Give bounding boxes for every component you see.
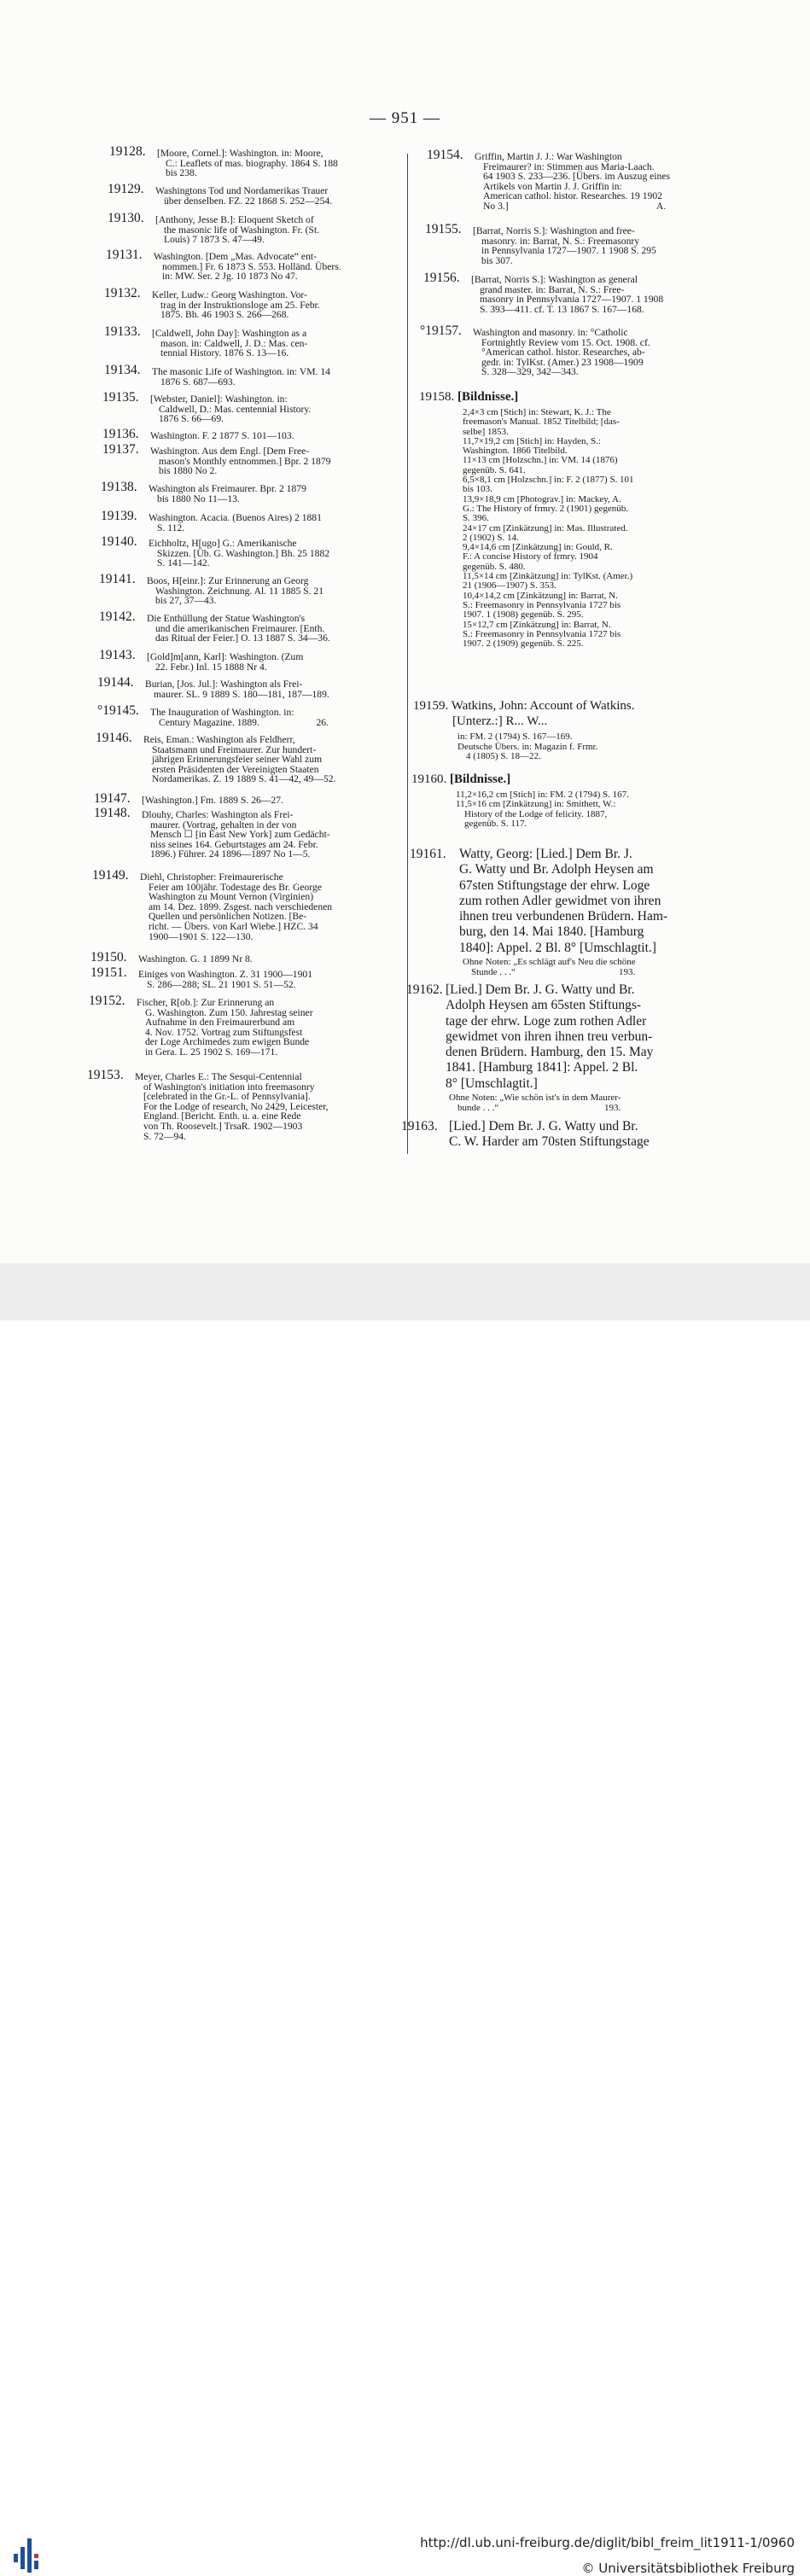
entry-line: Diehl, Christopher: Freimaurerische bbox=[140, 871, 283, 883]
entry-line: For the Lodge of research, No 2429, Leicester, bbox=[143, 1100, 329, 1112]
note-line: Ohne Noten: „Es schlägt auf's Neu die schöne bbox=[463, 957, 636, 968]
entry-line: Aufnahme in den Freimaurerbund am bbox=[145, 1017, 295, 1029]
portrait-line: 2,4×3 cm [Stich] in: Stewart, K. J.: The bbox=[463, 407, 611, 417]
entry-line: [Barrat, Norris S.]: Washington and free- bbox=[473, 225, 635, 236]
portrait-line: F.: A concise History of frmry. 1904 bbox=[463, 551, 598, 562]
entry-line: [Moore, Cornel.]: Washington. in: Moore, bbox=[157, 148, 323, 159]
portrait-line: 1907. 1 (1908) gegenüb. S. 295. bbox=[463, 609, 584, 621]
entry-line: Fischer, R[ob.]: Zur Erinnerung an bbox=[137, 997, 275, 1008]
entry-number: 19154. bbox=[427, 148, 463, 162]
entry-text bbox=[149, 513, 322, 533]
entry-line: jährigen Erinnerungsfeier seiner Wahl zum bbox=[152, 754, 323, 766]
portrait-list bbox=[463, 408, 634, 649]
scanned-page bbox=[0, 0, 810, 1263]
entry-text bbox=[149, 484, 306, 504]
entry-line: in Gera. L. 25 1902 S. 169—171. bbox=[145, 1046, 278, 1058]
entry-line: Adolph Heysen am 65sten Stiftungs- bbox=[446, 998, 642, 1013]
entry-line: Nordamerikas. Z. 19 1889 S. 41—42, 49—52. bbox=[152, 773, 336, 785]
entry-line: C. W. Harder am 70sten Stiftungstage bbox=[449, 1134, 650, 1150]
entry-text bbox=[155, 186, 332, 206]
entry-number: 19146. bbox=[96, 731, 132, 745]
entry-line: bis 238. bbox=[166, 167, 197, 179]
entry-text bbox=[135, 1072, 329, 1141]
entry-line: Washingtons Tod und Nordamerikas Trauer bbox=[155, 185, 329, 196]
entry-number: 19155. bbox=[425, 222, 462, 236]
entry-line: Dlouhy, Charles: Washington als Frei- bbox=[142, 809, 294, 820]
portrait-line: gegenüb. S. 480. bbox=[463, 561, 526, 572]
entry-line: Washington. Zeichnung. Al. 11 1885 S. 21 bbox=[155, 585, 324, 597]
entry-line: [Lied.] Dem Br. J. G. Watty und Br. bbox=[446, 982, 635, 997]
entry-line: mason. in: Caldwell, J. D.: Mas. cen- bbox=[160, 337, 308, 349]
entry-line: G. Watty und Br. Adolph Heysen am bbox=[459, 862, 654, 877]
portrait-line: History of the Lodge of felicity. 1887, bbox=[464, 808, 608, 819]
portrait-line: gegenüb. S. 641. bbox=[463, 464, 526, 475]
entry-line: Fortnightly Review vom 15. Oct. 1908. cf. bbox=[481, 336, 650, 348]
entry-line: 1841. [Hamburg 1841]: Appel. 2 Bl. bbox=[446, 1060, 638, 1075]
entry-line: über denselben. FZ. 22 1868 S. 252—254. bbox=[164, 195, 333, 207]
entry-line: trag in der Instruktionsloge am 25. Febr. bbox=[160, 299, 320, 311]
entry-line: am 14. Dez. 1899. Zsgest. nach verschiedenen bbox=[149, 900, 333, 912]
entry-line: [Lied.] Dem Br. J. G. Watty und Br. bbox=[449, 1119, 638, 1134]
entry-number: 19161. bbox=[410, 847, 446, 861]
entry-line: bis 1880 No 2. bbox=[159, 465, 218, 477]
entry-text bbox=[149, 539, 329, 568]
entry-number: 19163. bbox=[401, 1119, 438, 1134]
entry-number: 19142. bbox=[99, 609, 136, 624]
entry-line: S. 141—142. bbox=[157, 557, 210, 569]
entry-line: ihnen treu verbundenen Brüdern. Ham- bbox=[459, 909, 668, 924]
entry-line: Freimaurer? in: Stimmen aus Maria-Laach. bbox=[483, 160, 655, 172]
entry-line: das Ritual der Feier.] O. 13 1887 S. 34—36. bbox=[155, 632, 330, 644]
entry-number: 19134. bbox=[104, 363, 141, 377]
entry-text bbox=[147, 614, 330, 644]
entry-line: 64 1903 S. 233—236. [Übers. im Auszug eines bbox=[483, 171, 670, 183]
entry-line: Washington and masonry. in: °Catholic bbox=[473, 327, 628, 338]
portrait-line: S.: Freemasonry in Pennsylvania 1727 bis bbox=[463, 628, 621, 639]
copyright-text: © Universitätsbibliothek Freiburg bbox=[581, 2561, 795, 2576]
entry-number: 19140. bbox=[101, 534, 137, 549]
entry-text bbox=[142, 810, 330, 860]
entry-line: denen Brüdern. Hamburg, den 15. May bbox=[446, 1045, 654, 1060]
entry-line: 1875. Bh. 46 1903 S. 266—268. bbox=[160, 309, 289, 321]
entry-line: the masonic life of Washington. Fr. (St. bbox=[164, 224, 320, 236]
entry-number: 19160. bbox=[411, 772, 447, 786]
entry-line: [Gold]m[ann, Karl]: Washington. (Zum bbox=[147, 651, 304, 662]
entry-text bbox=[154, 252, 341, 282]
entry-number: 19132. bbox=[104, 286, 141, 300]
portrait-line: 11,5×16 cm [Zinkätzung] in: Smithett, W.: bbox=[456, 799, 616, 810]
entry-19159 bbox=[413, 701, 635, 712]
entry-number: 19151. bbox=[90, 965, 127, 980]
entry-line: Caldwell, D.: Mas. centennial History. bbox=[159, 403, 312, 415]
entry-line: Feier am 100jähr. Todestage des Br. George bbox=[149, 881, 322, 893]
entry-line: S. 393—411. cf. T. 13 1867 S. 167—168. bbox=[480, 303, 644, 315]
entry-text bbox=[446, 982, 653, 1092]
page-number: — 951 — bbox=[370, 109, 440, 127]
entry-line: masonry in Pennsylvania 1727—1907. 1 1908 bbox=[480, 294, 664, 306]
entry-line: bis 1880 No 11—13. bbox=[157, 492, 240, 504]
entry-text bbox=[473, 328, 650, 377]
entry-line: ersten Präsidenten der Vereinigten Staaten bbox=[152, 763, 319, 775]
entry-signature: [Unterz.:] R... W... bbox=[452, 714, 548, 728]
entry-line: der Loge Archimedes zum ewigen Bunde bbox=[145, 1036, 310, 1048]
entry-line: [Anthony, Jesse B.]: Eloquent Sketch of bbox=[155, 214, 314, 225]
entry-number: 19136. bbox=[102, 427, 139, 441]
entry-line: Mensch ☐ [in East New York] zum Gedächt- bbox=[150, 829, 330, 841]
entry-line: Burian, [Jos. Jul.]: Washington als Frei- bbox=[145, 679, 303, 690]
detail-line: Deutsche Übers. in: Magazin f. Frmr. bbox=[457, 741, 598, 752]
entry-19160 bbox=[411, 774, 510, 785]
entry-note bbox=[463, 958, 636, 977]
entry-text bbox=[150, 431, 294, 441]
entry-line: Eichholtz, H[ugo] G.: Amerikanische bbox=[149, 538, 297, 549]
entry-text bbox=[152, 367, 330, 387]
portrait-list bbox=[456, 790, 629, 830]
entry-number: 19149. bbox=[92, 868, 129, 883]
entry-line: Washington. Acacia. (Buenos Aires) 2 1881 bbox=[149, 512, 322, 523]
entry-line: masonry. in: Barrat, N. S.: Freemasonry bbox=[481, 235, 640, 247]
entry-note bbox=[449, 1093, 621, 1113]
entry-line: Century Magazine. 1889. 26. bbox=[159, 716, 329, 728]
entry-line: °American cathol. histor. Researches, ab- bbox=[481, 347, 645, 358]
entry-text bbox=[150, 394, 311, 424]
entry-number: 19162. bbox=[406, 982, 443, 997]
note-line: Stunde . . .“ 193. bbox=[471, 966, 636, 977]
entry-line: in Pennsylvania 1727—1907. 1 1908 S. 295 bbox=[481, 245, 656, 257]
entry-number: 19147. bbox=[94, 791, 131, 806]
entry-line: Watty, Georg: [Lied.] Dem Br. J. bbox=[459, 847, 632, 861]
entry-line: Die Enthüllung der Statue Washington's bbox=[147, 613, 306, 624]
footer-bar bbox=[0, 1263, 810, 2576]
entry-number: 19148. bbox=[94, 806, 131, 820]
entry-line: S. 286—288; SL. 21 1901 S. 51—52. bbox=[147, 978, 296, 990]
portrait-line: bis 103. bbox=[463, 484, 492, 495]
entry-line: maurer. (Vortrag, gehalten in der von bbox=[150, 819, 297, 830]
portrait-line: S. 396. bbox=[463, 513, 489, 524]
entry-line: bis 307. bbox=[481, 254, 513, 266]
entry-number: 19130. bbox=[108, 211, 144, 225]
entry-line: No 3.] A. bbox=[483, 200, 667, 212]
entry-number: 19158. bbox=[419, 390, 455, 404]
entry-line: American cathol. histor. Researches. 19 1902 bbox=[483, 190, 662, 202]
entry-line: The Inauguration of Washington. in: bbox=[150, 707, 294, 718]
entry-line: Artikels von Martin J. J. Griffin in: bbox=[483, 180, 622, 192]
entry-line: gewidmet von ihren ihnen treu verbun- bbox=[446, 1029, 653, 1044]
entry-line: in: MW. Ser. 2 Jg. 10 1873 No 47. bbox=[162, 271, 298, 283]
entry-line: 1876 S. 687—693. bbox=[160, 376, 236, 388]
entry-heading: [Bildnisse.] bbox=[454, 390, 519, 404]
entry-text bbox=[143, 735, 335, 784]
portrait-line: Washington. 1866 Titelbild. bbox=[463, 446, 568, 457]
entry-line: The masonic Life of Washington. in: VM. 14 bbox=[152, 366, 330, 377]
portrait-line: S.: Freemasonry in Pennsylvania 1727 bis bbox=[463, 599, 621, 610]
entry-line: niss seines 164. Geburtstages am 24. Febr. bbox=[150, 838, 318, 850]
entry-line: England. [Bericht. Enth. u. a. eine Rede bbox=[143, 1110, 301, 1122]
portrait-line: 11,5×14 cm [Zinkätzung] in: TylKst. (Amer.) bbox=[463, 571, 633, 582]
note-line: Ohne Noten: „Wie schön ist's in dem Maurer- bbox=[449, 1093, 621, 1104]
portrait-line: 9,4×14,6 cm [Zinkätzung] in: Gould, R. bbox=[463, 542, 613, 553]
entry-line: S. 72—94. bbox=[143, 1130, 186, 1142]
entry-number: 19159. bbox=[413, 699, 449, 713]
entry-line: Keller, Ludw.: Georg Washington. Vor- bbox=[152, 289, 307, 300]
entry-line: 1840]: Appel. 2 Bl. 8° [Umschlagtit.] bbox=[459, 940, 656, 955]
entry-line: Washington. G. 1 1899 Nr 8. bbox=[138, 953, 253, 965]
portrait-line: 11,7×19,2 cm [Stich] in: Hayden, S.: bbox=[463, 435, 601, 446]
entry-text bbox=[449, 1119, 650, 1151]
entry-line: Washington. F. 2 1877 S. 101—103. bbox=[150, 430, 294, 441]
entry-line: Washington. [Dem „Mas. Advocate“ ent- bbox=[154, 251, 317, 262]
entry-number: 19143. bbox=[99, 648, 136, 662]
entry-number: 19138. bbox=[101, 480, 137, 494]
entry-line: [Webster, Daniel]: Washington. in: bbox=[150, 393, 288, 405]
entry-line: [Barrat, Norris S.]: Washington as general bbox=[471, 274, 638, 285]
entry-line: 67sten Stiftungstage der ehrw. Loge bbox=[459, 877, 650, 893]
portrait-line: 11,2×16,2 cm [Stich] in: FM. 2 (1794) S. 167. bbox=[456, 790, 629, 800]
entry-line: Griffin, Martin J. J.: War Washington bbox=[475, 151, 622, 162]
entry-line: richt. — Übers. von Karl Wiebe.] HZC. 34 bbox=[149, 920, 318, 932]
source-url-link[interactable]: http://dl.ub.uni-freiburg.de/diglit/bibl_freim_lit1911-1/0960 bbox=[420, 2535, 795, 2550]
entry-text bbox=[145, 679, 329, 699]
entry-line: Quellen und persönlichen Notizen. [Be- bbox=[149, 911, 307, 923]
entry-line: tage der ehrw. Loge zum rothen Adler bbox=[446, 1013, 647, 1029]
entry-line: S. 112. bbox=[157, 522, 185, 533]
entry-line: zum rothen Adler gewidmet von ihren bbox=[459, 893, 661, 908]
entry-number: 19131. bbox=[106, 248, 143, 262]
entry-number: 19139. bbox=[101, 509, 137, 523]
entry-number: 19150. bbox=[90, 950, 127, 965]
entry-number: 19141. bbox=[99, 572, 136, 586]
entry-number: °19145. bbox=[97, 703, 139, 718]
entry-heading: [Bildnisse.] bbox=[446, 772, 511, 786]
entry-line: grand master. in: Barrat, N. S.: Free- bbox=[480, 283, 625, 295]
entry-line: Washington zu Mount Vernon (Virginien) bbox=[149, 891, 314, 903]
entry-line: Skizzen. [Üb. G. Washington.] Bh. 25 1882 bbox=[157, 547, 330, 559]
entry-line: [Washington.] Fm. 1889 S. 26—27. bbox=[142, 795, 283, 806]
entry-line: G. Washington. Zum 150. Jahrestag seiner bbox=[145, 1006, 313, 1018]
entry-number: 19129. bbox=[108, 182, 144, 196]
entry-line: 8° [Umschlagtit.] bbox=[446, 1075, 538, 1091]
portrait-line: 11×13 cm [Holzschn.] in: VM. 14 (1876) bbox=[463, 455, 618, 466]
entry-text bbox=[147, 652, 303, 672]
entry-number: 19152. bbox=[89, 994, 125, 1008]
entry-number: 19128. bbox=[109, 144, 146, 159]
entry-line: gedr. in: TylKst. (Amer.) 23 1908—1909 bbox=[481, 356, 644, 368]
entry-line: [Caldwell, John Day]: Washington as a bbox=[152, 328, 307, 339]
entry-number: 19156. bbox=[423, 271, 460, 285]
portrait-line: 6,5×8,1 cm [Holzschn.] in: F. 2 (1877) S. 101 bbox=[463, 475, 634, 486]
entry-text bbox=[157, 149, 338, 178]
entry-line: Einiges von Washington. Z. 31 1900—1901 bbox=[138, 969, 312, 980]
entry-text bbox=[155, 215, 319, 245]
entry-line: mason's Monthly entnommen.] Bpr. 2 1879 bbox=[159, 455, 331, 467]
entry-text bbox=[471, 275, 663, 314]
entry-number: 19144. bbox=[97, 675, 134, 690]
entry-number: °19157. bbox=[420, 323, 462, 338]
column-divider bbox=[407, 154, 408, 1154]
entry-line: Boos, H[einr.]: Zur Erinnerung an Georg bbox=[147, 575, 309, 586]
entry-line: burg, den 14. Mai 1840. [Hamburg bbox=[459, 924, 644, 940]
portrait-line: 1907. 2 (1909) gegenüb. S. 225. bbox=[463, 638, 584, 650]
entry-text bbox=[142, 796, 283, 806]
entry-line: und die amerikanischen Freimaurer. [Enth. bbox=[155, 622, 325, 634]
entry-line: S. 328—329, 342—343. bbox=[481, 366, 579, 378]
entry-line: von Th. Roosevelt.] TrsaR. 1902—1903 bbox=[143, 1120, 303, 1132]
entry-line: C.: Leaflets of mas. biography. 1864 S. 188 bbox=[166, 157, 338, 169]
portrait-line: 10,4×14,2 cm [Zinkätzung] in: Barrat, N. bbox=[463, 590, 618, 601]
entry-number: 19133. bbox=[104, 324, 141, 339]
entry-text bbox=[152, 329, 307, 358]
portrait-line: freemason's Manual. 1852 Titelbild; [das- bbox=[463, 417, 620, 428]
entry-line: Louis) 7 1873 S. 47—49. bbox=[164, 234, 265, 246]
entry-line: Reis, Eman.: Washington als Feldherr, bbox=[143, 734, 295, 745]
entry-line: Washington als Freimaurer. Bpr. 2 1879 bbox=[149, 483, 306, 494]
entry-line: 1896.) Führer. 24 1896—1897 No 1—5. bbox=[150, 848, 311, 860]
entry-text bbox=[137, 998, 313, 1058]
detail-line: in: FM. 2 (1794) S. 167—169. bbox=[457, 731, 573, 742]
portrait-line: selbe] 1853. bbox=[463, 426, 509, 437]
portrait-line: 13,9×18,9 cm [Photograv.] in: Mackey, A. bbox=[463, 493, 621, 504]
entry-line: Staatsmann und Freimaurer. Zur hundert- bbox=[152, 743, 317, 755]
entry-text bbox=[152, 290, 320, 320]
entry-text bbox=[459, 847, 667, 956]
entry-heading: Watkins, John: Account of Watkins. bbox=[448, 699, 635, 713]
entry-number: 19135. bbox=[102, 390, 139, 405]
entry-line: 4. Nov. 1752. Vortrag zum Stiftungsfest bbox=[145, 1026, 303, 1038]
entry-line: nommen.] Fr. 6 1873 S. 553. Holländ. Übers. bbox=[162, 260, 341, 272]
entry-text bbox=[473, 226, 656, 265]
entry-line: tennial History. 1876 S. 13—16. bbox=[160, 347, 289, 359]
entry-details bbox=[457, 732, 597, 762]
portrait-line: gegenüb. S. 117. bbox=[464, 819, 527, 830]
entry-line: 22. Febr.) Inl. 15 1888 Nr 4. bbox=[155, 661, 267, 673]
portrait-line: 24×17 cm [Zinkätzung] in: Mas. Illustrated. bbox=[463, 522, 628, 533]
note-line: bunde . . .“ 193. bbox=[457, 1102, 621, 1113]
entry-number: 19137. bbox=[102, 442, 139, 457]
ub-freiburg-logo-icon[interactable] bbox=[12, 2535, 43, 2576]
entry-line: bis 27, 37—43. bbox=[155, 595, 217, 607]
entry-text bbox=[150, 708, 329, 727]
entry-text bbox=[150, 446, 330, 476]
entry-text bbox=[147, 576, 323, 606]
entry-line: 1876 S. 66—69. bbox=[159, 413, 224, 425]
entry-line: maurer. SL. 9 1889 S. 180—181, 187—189. bbox=[154, 688, 329, 700]
entry-line: [celebrated in the Gr.-L. of Pennsylvania]. bbox=[143, 1091, 311, 1103]
portrait-line: 21 (1906—1907) S. 353. bbox=[463, 580, 557, 592]
entry-line: 1900—1901 S. 122—130. bbox=[149, 930, 253, 942]
entry-line: Washington. Aus dem Engl. [Dem Free- bbox=[150, 446, 310, 457]
entry-line: Meyer, Charles E.: The Sesqui-Centennial bbox=[135, 1071, 302, 1082]
detail-line: 4 (1805) S. 18—22. bbox=[466, 751, 541, 762]
entry-line: of Washington's initiation into freemasonry bbox=[143, 1081, 315, 1093]
entry-number: 19153. bbox=[87, 1068, 124, 1082]
portrait-line: 15×12,7 cm [Zinkätzung] in: Barrat, N. bbox=[463, 619, 611, 630]
entry-text bbox=[475, 152, 670, 212]
portrait-line: G.: The History of frmry. 2 (1901) gegenüb. bbox=[463, 503, 628, 514]
entry-19158 bbox=[419, 392, 518, 403]
entry-text bbox=[138, 970, 312, 989]
portrait-line: 2 (1902) S. 14. bbox=[463, 532, 519, 543]
entry-text bbox=[140, 872, 332, 941]
entry-text bbox=[138, 954, 253, 965]
